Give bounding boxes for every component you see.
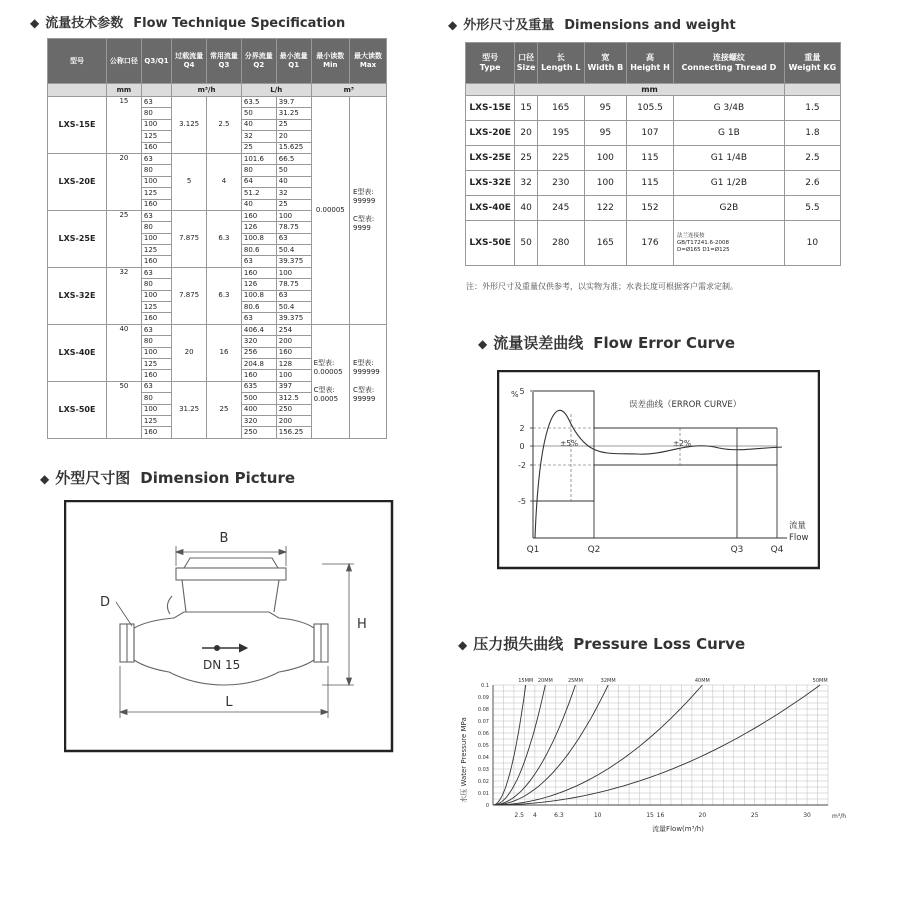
ratio-cell: 125 — [141, 415, 171, 426]
q2-cell: 406.4 — [241, 324, 276, 335]
value-cell: 法兰连接按 GB/T17241.6-2008 D=Ø165 D1=Ø125 — [674, 221, 785, 266]
pressure-loss-heading: ◆ 压力损失曲线 Pressure Loss Curve — [458, 635, 746, 653]
x-tick-label: 4 — [532, 812, 537, 819]
value-cell: G 3/4B — [674, 96, 785, 121]
q3-cell: 6.3 — [207, 210, 242, 267]
table-row — [48, 324, 387, 335]
q1-cell: 25 — [276, 199, 311, 210]
header-cell: 型号 Type — [466, 43, 515, 84]
ratio-cell: 100 — [141, 233, 171, 244]
series-label: 25MM — [567, 678, 583, 684]
q1-cell: 20 — [276, 131, 311, 142]
unit-lh: L/h — [241, 84, 311, 97]
y-tick-label: -5 — [518, 497, 526, 506]
x-tick-label: Q3 — [730, 545, 744, 555]
q2-cell: 635 — [241, 381, 276, 392]
size-cell: 40 — [107, 324, 142, 381]
y-tick-label: 0 — [519, 442, 525, 451]
dimensions-note: 注：外形尺寸及重量仅供参考，以实物为准；水表长度可根据客户需求定制。 — [466, 282, 738, 291]
ratio-cell: 63 — [141, 324, 171, 335]
q3-cell: 25 — [207, 381, 242, 438]
model-cell: LXS-40E — [466, 196, 515, 221]
q4-cell: 5 — [172, 153, 207, 210]
y-tick-label: 0 — [485, 803, 489, 809]
value-cell: 176 — [627, 221, 674, 266]
y-tick-label: 0.03 — [477, 767, 489, 773]
label-l: L — [225, 695, 233, 710]
q3-cell: 16 — [207, 324, 242, 381]
label-dn: DN 15 — [203, 658, 241, 672]
x-tick-label: 6.3 — [554, 812, 564, 819]
value-cell: 115 — [627, 146, 674, 171]
ratio-cell: 63 — [141, 153, 171, 164]
error-curve-title: 误差曲线（ERROR CURVE） — [629, 400, 742, 410]
ratio-cell: 160 — [141, 256, 171, 267]
value-cell: 95 — [584, 96, 626, 121]
q2-cell: 50 — [241, 108, 276, 119]
header-cell: 最大读数 Max — [350, 39, 387, 84]
q1-cell: 156.25 — [276, 427, 311, 438]
x-tick-label: 20 — [698, 812, 707, 819]
q2-cell: 40 — [241, 119, 276, 130]
x-tick-label: 16 — [656, 812, 665, 819]
table-row — [466, 146, 841, 171]
value-cell: 225 — [537, 146, 584, 171]
y-tick-label: 0.05 — [477, 743, 489, 749]
q2-cell: 101.6 — [241, 153, 276, 164]
q1-cell: 50 — [276, 165, 311, 176]
value-cell: G1 1/4B — [674, 146, 785, 171]
value-cell: 165 — [584, 221, 626, 266]
ratio-cell: 160 — [141, 313, 171, 324]
value-cell: 115 — [627, 171, 674, 196]
value-cell: 20 — [515, 121, 538, 146]
value-cell: 165 — [537, 96, 584, 121]
unit-mm: mm — [515, 84, 785, 96]
q1-cell: 100 — [276, 370, 311, 381]
q1-cell: 66.5 — [276, 153, 311, 164]
ratio-cell: 100 — [141, 347, 171, 358]
y-tick-label: 0.06 — [477, 731, 489, 737]
model-cell: LXS-25E — [466, 146, 515, 171]
y-axis-label: 水压 Water Pressure MPa — [460, 717, 468, 803]
value-cell: 40 — [515, 196, 538, 221]
q1-cell: 40 — [276, 176, 311, 187]
flow-spec-heading: ◆ 流量技术参数 Flow Technique Specification — [30, 16, 346, 31]
unit-m3: m³ — [311, 84, 386, 97]
model-cell: LXS-50E — [48, 381, 107, 438]
q2-cell: 80.6 — [241, 245, 276, 256]
q2-cell: 63.5 — [241, 97, 276, 108]
series-label: 40MM — [694, 678, 710, 684]
ratio-cell: 100 — [141, 290, 171, 301]
q1-cell: 15.625 — [276, 142, 311, 153]
dimensions-unit-row — [466, 84, 841, 96]
q1-cell: 78.75 — [276, 222, 311, 233]
q1-cell: 128 — [276, 358, 311, 369]
x-axis-unit: m³/h — [832, 813, 847, 820]
table-row — [466, 121, 841, 146]
model-cell: LXS-32E — [466, 171, 515, 196]
y-tick-labels — [518, 387, 533, 506]
min-reading-cell: 0.00005 — [311, 97, 349, 325]
ratio-cell: 80 — [141, 165, 171, 176]
q2-cell: 204.8 — [241, 358, 276, 369]
unit-m3h: m³/h — [172, 84, 242, 97]
q2-cell: 250 — [241, 427, 276, 438]
q1-cell: 25 — [276, 119, 311, 130]
pressure-loss-chart — [453, 665, 853, 845]
value-cell: 122 — [584, 196, 626, 221]
ratio-cell: 80 — [141, 222, 171, 233]
q1-cell: 200 — [276, 415, 311, 426]
table-row — [466, 196, 841, 221]
ratio-cell: 125 — [141, 188, 171, 199]
y-tick-label: 0.08 — [477, 707, 489, 713]
q2-cell: 126 — [241, 279, 276, 290]
q4-cell: 7.875 — [172, 210, 207, 267]
series-label: 32MM — [600, 678, 616, 684]
ratio-cell: 80 — [141, 393, 171, 404]
ratio-cell: 80 — [141, 336, 171, 347]
value-cell: 100 — [584, 146, 626, 171]
x-tick-labels — [527, 545, 784, 555]
value-cell: 25 — [515, 146, 538, 171]
diamond-bullet-icon: ◆ — [478, 337, 488, 351]
ratio-cell: 100 — [141, 119, 171, 130]
dimension-picture-heading: ◆ 外型尺寸图 Dimension Picture — [40, 469, 296, 487]
value-cell: 5.5 — [784, 196, 840, 221]
q1-cell: 100 — [276, 210, 311, 221]
header-cell: 宽 Width B — [584, 43, 626, 84]
model-cell: LXS-20E — [48, 153, 107, 210]
dimension-lines — [116, 546, 354, 718]
model-cell: LXS-15E — [48, 97, 107, 154]
band-label-lower: ±5% — [560, 439, 579, 448]
diamond-bullet-icon: ◆ — [40, 472, 50, 486]
model-cell: LXS-20E — [466, 121, 515, 146]
q2-cell: 32 — [241, 131, 276, 142]
value-cell: G2B — [674, 196, 785, 221]
min-reading-cell: E型表: 0.00005 C型表: 0.0005 — [311, 324, 349, 438]
q2-cell: 64 — [241, 176, 276, 187]
model-cell: LXS-32E — [48, 267, 107, 324]
q1-cell: 39.7 — [276, 97, 311, 108]
value-cell: 195 — [537, 121, 584, 146]
q4-cell: 20 — [172, 324, 207, 381]
header-cell: 长 Length L — [537, 43, 584, 84]
table-row — [466, 96, 841, 121]
y-tick-label: 0.09 — [477, 695, 489, 701]
band-label-upper: ±2% — [673, 439, 692, 448]
max-reading-cell: E型表: 999999 C型表: 99999 — [350, 324, 387, 438]
q2-cell: 80.6 — [241, 302, 276, 313]
x-tick-label: 10 — [593, 812, 602, 819]
q1-cell: 63 — [276, 290, 311, 301]
label-h: H — [357, 617, 367, 632]
chart-grid — [493, 685, 828, 805]
x-tick-label: 15 — [646, 812, 654, 819]
flow-spec-unit-row — [48, 84, 387, 97]
x-tick-label: Q2 — [587, 545, 601, 555]
x-tick-label: 25 — [750, 812, 759, 819]
q2-cell: 160 — [241, 267, 276, 278]
flow-spec-table — [47, 38, 387, 439]
q4-cell: 3.125 — [172, 97, 207, 154]
size-cell: 50 — [107, 381, 142, 438]
error-curve-chart — [497, 370, 820, 570]
x-axis-label-cn: 流量 — [789, 521, 807, 531]
q2-cell: 80 — [241, 165, 276, 176]
x-axis-label-en: Flow — [789, 533, 809, 543]
q3-cell: 6.3 — [207, 267, 242, 324]
ratio-cell: 80 — [141, 279, 171, 290]
ratio-cell: 125 — [141, 302, 171, 313]
q2-cell: 100.8 — [241, 290, 276, 301]
q1-cell: 250 — [276, 404, 311, 415]
q2-cell: 400 — [241, 404, 276, 415]
q1-cell: 31.25 — [276, 108, 311, 119]
flow-spec-header-row — [48, 39, 387, 84]
series-label: 20MM — [537, 678, 553, 684]
unit-mm: mm — [107, 84, 142, 97]
q1-cell: 312.5 — [276, 393, 311, 404]
q3-cell: 2.5 — [207, 97, 242, 154]
q1-cell: 39.375 — [276, 313, 311, 324]
ratio-cell: 160 — [141, 370, 171, 381]
q2-cell: 25 — [241, 142, 276, 153]
q1-cell: 254 — [276, 324, 311, 335]
q4-cell: 31.25 — [172, 381, 207, 438]
q1-cell: 50.4 — [276, 302, 311, 313]
dimensions-header-row — [466, 43, 841, 84]
error-curve-heading: ◆ 流量误差曲线 Flow Error Curve — [478, 334, 736, 352]
x-axis-label: 流量Flow(m³/h) — [652, 825, 704, 833]
y-tick-label: 0.01 — [477, 791, 489, 797]
label-d: D — [100, 595, 111, 610]
header-cell: 型号 — [48, 39, 107, 84]
y-tick-label: 0.07 — [477, 719, 489, 725]
header-cell: 过载流量 Q4 — [172, 39, 207, 84]
y-tick-label: 0.04 — [477, 755, 489, 761]
q1-cell: 160 — [276, 347, 311, 358]
diamond-bullet-icon: ◆ — [30, 16, 40, 30]
size-cell: 15 — [107, 97, 142, 154]
y-tick-label: 0.02 — [477, 779, 489, 785]
y-tick-label: -2 — [518, 461, 526, 470]
ratio-cell: 100 — [141, 404, 171, 415]
x-tick-labels — [514, 812, 811, 819]
value-cell: 105.5 — [627, 96, 674, 121]
ratio-cell: 160 — [141, 199, 171, 210]
guide-lines — [533, 414, 680, 501]
table-row — [466, 221, 841, 266]
q1-cell: 32 — [276, 188, 311, 199]
value-cell: 95 — [584, 121, 626, 146]
q1-cell: 63 — [276, 233, 311, 244]
value-cell: 230 — [537, 171, 584, 196]
y-axis-label: % — [511, 390, 519, 399]
header-cell: 最小读数 Min — [311, 39, 349, 84]
header-cell: Q3/Q1 — [141, 39, 171, 84]
header-cell: 高 Height H — [627, 43, 674, 84]
x-tick-label: Q4 — [770, 545, 784, 555]
q1-cell: 39.375 — [276, 256, 311, 267]
model-cell: LXS-40E — [48, 324, 107, 381]
value-cell: 107 — [627, 121, 674, 146]
value-cell: 10 — [784, 221, 840, 266]
max-reading-cell: E型表: 99999 C型表: 9999 — [350, 97, 387, 325]
diamond-bullet-icon: ◆ — [458, 638, 468, 652]
size-cell: 25 — [107, 210, 142, 267]
size-cell: 20 — [107, 153, 142, 210]
value-cell: 1.5 — [784, 96, 840, 121]
ratio-cell: 125 — [141, 131, 171, 142]
y-tick-label: 5 — [519, 387, 525, 396]
y-tick-label: 2 — [519, 424, 525, 433]
table-row — [466, 171, 841, 196]
diamond-bullet-icon: ◆ — [448, 18, 458, 32]
q3-cell: 4 — [207, 153, 242, 210]
q4-cell: 7.875 — [172, 267, 207, 324]
header-cell: 重量 Weight KG — [784, 43, 840, 84]
q2-cell: 126 — [241, 222, 276, 233]
ratio-cell: 63 — [141, 97, 171, 108]
q1-cell: 78.75 — [276, 279, 311, 290]
model-cell: LXS-15E — [466, 96, 515, 121]
value-cell: G 1B — [674, 121, 785, 146]
q2-cell: 40 — [241, 199, 276, 210]
q1-cell: 50.4 — [276, 245, 311, 256]
header-cell: 分界流量 Q2 — [241, 39, 276, 84]
size-cell: 32 — [107, 267, 142, 324]
header-cell: 连接螺纹 Connecting Thread D — [674, 43, 785, 84]
q2-cell: 63 — [241, 256, 276, 267]
q2-cell: 500 — [241, 393, 276, 404]
value-cell: 1.8 — [784, 121, 840, 146]
q2-cell: 320 — [241, 415, 276, 426]
header-cell: 公称口径 — [107, 39, 142, 84]
x-tick-label: 30 — [803, 812, 811, 819]
ratio-cell: 80 — [141, 108, 171, 119]
header-cell: 最小流量 Q1 — [276, 39, 311, 84]
ratio-cell: 63 — [141, 267, 171, 278]
ratio-cell: 160 — [141, 427, 171, 438]
series-label: 15MM — [518, 678, 534, 684]
error-curve-line — [535, 410, 782, 538]
y-tick-label: 0.1 — [481, 683, 489, 689]
ratio-cell: 63 — [141, 210, 171, 221]
ratio-cell: 125 — [141, 245, 171, 256]
value-cell: 100 — [584, 171, 626, 196]
x-tick-label: Q1 — [526, 545, 540, 555]
ratio-cell: 125 — [141, 358, 171, 369]
dimension-picture — [64, 500, 394, 753]
tolerance-envelope — [533, 391, 777, 538]
q2-cell: 256 — [241, 347, 276, 358]
ratio-cell: 63 — [141, 381, 171, 392]
q2-cell: 160 — [241, 370, 276, 381]
q2-cell: 160 — [241, 210, 276, 221]
value-cell: 2.6 — [784, 171, 840, 196]
series-labels — [518, 678, 827, 684]
label-b: B — [219, 531, 229, 546]
header-cell: 常用流量 Q3 — [207, 39, 242, 84]
series-label: 50MM — [812, 678, 828, 684]
table-row — [48, 97, 387, 108]
model-cell: LXS-50E — [466, 221, 515, 266]
y-tick-labels — [478, 683, 489, 809]
q2-cell: 51.2 — [241, 188, 276, 199]
q1-cell: 397 — [276, 381, 311, 392]
value-cell: 152 — [627, 196, 674, 221]
value-cell: G1 1/2B — [674, 171, 785, 196]
q2-cell: 63 — [241, 313, 276, 324]
q2-cell: 320 — [241, 336, 276, 347]
q1-cell: 200 — [276, 336, 311, 347]
model-cell: LXS-25E — [48, 210, 107, 267]
value-cell: 280 — [537, 221, 584, 266]
value-cell: 2.5 — [784, 146, 840, 171]
dimensions-heading: ◆ 外形尺寸及重量 Dimensions and weight — [448, 18, 736, 33]
picture-frame — [65, 501, 392, 751]
value-cell: 50 — [515, 221, 538, 266]
value-cell: 32 — [515, 171, 538, 196]
q2-cell: 100.8 — [241, 233, 276, 244]
q1-cell: 100 — [276, 267, 311, 278]
x-tick-label: 2.5 — [514, 812, 524, 819]
dimensions-table — [465, 42, 841, 266]
ratio-cell: 160 — [141, 142, 171, 153]
header-cell: 口径 Size — [515, 43, 538, 84]
ratio-cell: 100 — [141, 176, 171, 187]
value-cell: 15 — [515, 96, 538, 121]
value-cell: 245 — [537, 196, 584, 221]
